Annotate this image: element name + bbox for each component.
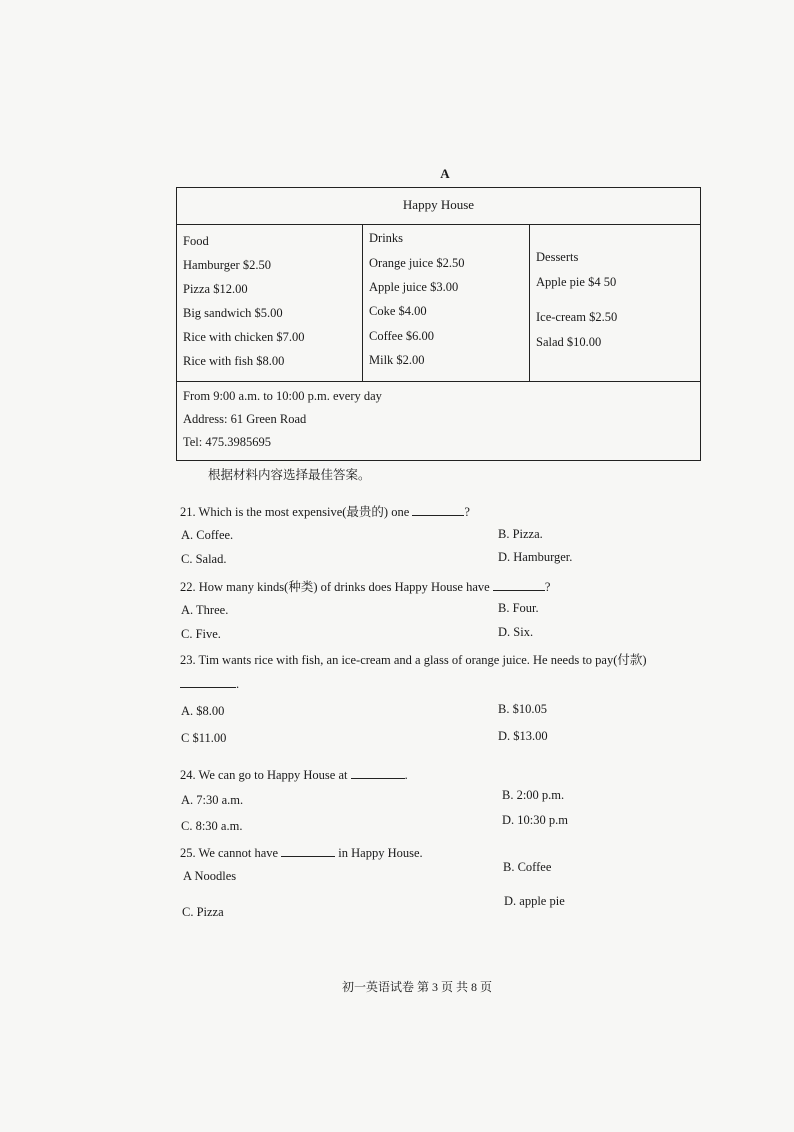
- question-23: 23. Tim wants rice with fish, an ice-cream and a glass of orange juice. He needs to pay(付款): [180, 653, 647, 667]
- option: A Noodles: [183, 869, 237, 883]
- answer-blank: [412, 504, 464, 516]
- answer-blank: [493, 579, 545, 591]
- instruction: 根据材料内容选择最佳答案。: [208, 468, 371, 482]
- option: A. $8.00: [181, 704, 225, 718]
- question-stem-end: .: [236, 677, 240, 691]
- question-stem: 24. We can go to Happy House at: [180, 768, 348, 782]
- option: C. Five.: [181, 627, 221, 641]
- desserts-item: Salad $10.00: [536, 335, 602, 349]
- question-stem: 25. We cannot have: [180, 846, 279, 860]
- question-stem-end: .: [404, 768, 408, 782]
- food-item: Rice with chicken $7.00: [183, 330, 305, 344]
- question-stem: 22. How many kinds(种类) of drinks does Happy House have: [180, 580, 490, 594]
- option: C. 8:30 a.m.: [181, 819, 243, 833]
- food-column: [177, 225, 363, 381]
- question-25: [180, 845, 423, 861]
- answer-blank: [351, 767, 405, 779]
- option: A. Coffee.: [181, 528, 234, 542]
- food-item: Pizza $12.00: [183, 282, 248, 296]
- option: C. Pizza: [182, 905, 224, 919]
- drinks-item: Coffee $6.00: [369, 329, 435, 343]
- desserts-heading: Desserts: [536, 250, 579, 264]
- drinks-item: Coke $4.00: [369, 304, 427, 318]
- option: C. Salad.: [181, 552, 227, 566]
- menu-title: Happy House: [402, 197, 475, 212]
- question-22: [180, 577, 550, 595]
- drinks-item: Milk $2.00: [369, 353, 425, 367]
- question-stem-end: ?: [544, 580, 551, 594]
- answer-blank: [281, 845, 335, 857]
- question-21: [180, 502, 470, 520]
- opening-hours: From 9:00 a.m. to 10:00 p.m. every day: [183, 389, 382, 403]
- option: A. Three.: [181, 603, 229, 617]
- option: B. Four.: [498, 601, 539, 615]
- food-item: Hamburger $2.50: [183, 258, 271, 272]
- question-stem-end: ?: [464, 505, 470, 519]
- option: D. apple pie: [504, 894, 565, 908]
- answer-blank: [180, 676, 236, 688]
- food-heading: Food: [183, 234, 209, 248]
- drinks-heading: Drinks: [369, 231, 404, 245]
- telephone: Tel: 475.3985695: [183, 435, 272, 449]
- menu-title-row: [177, 188, 700, 225]
- question-stem-end: in Happy House.: [338, 846, 423, 860]
- page-footer: 初一英语试卷 第 3 页 共 8 页: [341, 980, 492, 994]
- drinks-item: Orange juice $2.50: [369, 256, 465, 270]
- menu-info-row: [177, 381, 700, 462]
- desserts-column: [530, 225, 702, 381]
- option: D. Hamburger.: [498, 550, 573, 564]
- section-label: A: [440, 166, 450, 181]
- food-item: Rice with fish $8.00: [183, 354, 285, 368]
- food-item: Big sandwich $5.00: [183, 306, 283, 320]
- option: B. Pizza.: [498, 527, 543, 541]
- option: B. $10.05: [498, 702, 547, 716]
- option: D. Six.: [498, 625, 534, 639]
- option: D. $13.00: [498, 729, 548, 743]
- option: A. 7:30 a.m.: [181, 793, 244, 807]
- desserts-item: Ice-cream $2.50: [536, 310, 618, 324]
- option: B. Coffee: [503, 860, 552, 874]
- option: C $11.00: [181, 731, 227, 745]
- question-24: [180, 767, 408, 783]
- desserts-item: Apple pie $4 50: [536, 275, 617, 289]
- drinks-column: [363, 225, 530, 381]
- option: D. 10:30 p.m: [502, 813, 568, 827]
- drinks-item: Apple juice $3.00: [369, 280, 459, 294]
- address: Address: 61 Green Road: [183, 412, 307, 426]
- menu-table: [176, 187, 701, 461]
- option: B. 2:00 p.m.: [502, 788, 565, 802]
- question-stem: 21. Which is the most expensive(最贵的) one: [180, 505, 410, 519]
- question-23-blank-line: [180, 676, 239, 692]
